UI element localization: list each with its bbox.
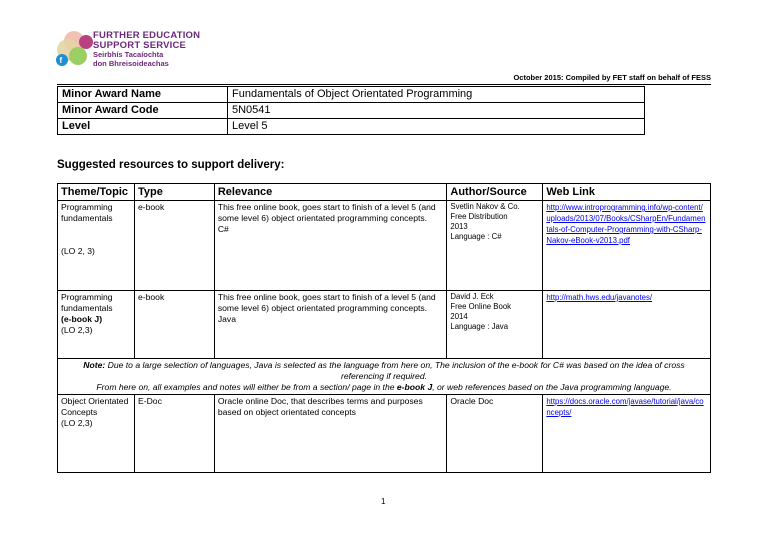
weblink-cell xyxy=(543,395,711,473)
award-name-label: Minor Award Name xyxy=(58,87,228,103)
author-cell xyxy=(447,201,543,291)
header-author: Author/Source xyxy=(447,184,543,201)
weblink-3[interactable]: https://docs.oracle.com/javase/tutorial/java/concepts/ xyxy=(546,397,704,417)
type-cell: E-Doc xyxy=(134,395,214,473)
table-row xyxy=(58,395,711,473)
logo-line-1: FURTHER EDUCATION xyxy=(93,30,201,41)
header-relevance: Relevance xyxy=(214,184,447,201)
table-row xyxy=(58,119,645,135)
note-cell xyxy=(58,359,711,395)
header-weblink: Web Link xyxy=(543,184,711,201)
table-row xyxy=(58,103,645,119)
relevance-text: This free online book, goes start to finish of a level 5 (and some level 6) object orientated programming concepts. xyxy=(217,292,436,313)
relevance-lang: C# xyxy=(217,224,229,234)
note-text-2: From here on, all examples and notes will either be from a section/ page in the xyxy=(96,382,395,392)
note-text-3: , or web references based on the Java programming language. xyxy=(432,382,672,392)
author-lang: Language : Java xyxy=(450,322,509,331)
table-row xyxy=(58,291,711,359)
weblink-cell xyxy=(543,201,711,291)
theme-cell xyxy=(58,395,135,473)
logo-letter: f xyxy=(59,56,63,65)
author-year: 2013 xyxy=(450,222,468,231)
header-type: Type xyxy=(134,184,214,201)
theme-text: Programming fundamentals xyxy=(61,202,113,223)
table-header-row xyxy=(58,184,711,201)
relevance-text: This free online book, goes start to finish of a level 5 (and some level 6) object orientated programming concepts. xyxy=(217,202,436,223)
relevance-cell xyxy=(214,291,447,359)
theme-ebook: (e-book J) xyxy=(61,314,103,324)
table-row xyxy=(58,201,711,291)
weblink-2[interactable]: http://math.hws.edu/javanotes/ xyxy=(546,293,653,302)
award-name-value: Fundamentals of Object Orientated Programming xyxy=(228,87,645,103)
theme-lo: (LO 2,3) xyxy=(61,325,93,335)
theme-text: Object Orientated Concepts xyxy=(61,396,129,417)
logo-line-2: SUPPORT SERVICE xyxy=(93,39,187,51)
note-ebook: e-book J xyxy=(396,382,433,392)
award-code-value: 5N0541 xyxy=(228,103,645,119)
award-table xyxy=(57,86,645,135)
theme-cell xyxy=(58,291,135,359)
page-number: 1 xyxy=(381,497,386,506)
note-label: Note: xyxy=(83,360,106,370)
note-row xyxy=(58,359,711,395)
note-text-1: Due to a large selection of languages, Java is selected as the language from here on, The inclusion of the e-book for C# was based on the idea of cross referencing if required. xyxy=(107,360,685,381)
resources-table xyxy=(57,183,711,473)
author-name: David J. Eck xyxy=(450,292,494,301)
header-theme: Theme/Topic xyxy=(58,184,135,201)
type-cell: e-book xyxy=(134,291,214,359)
award-level-value: Level 5 xyxy=(228,119,645,135)
suggested-heading: Suggested resources to support delivery: xyxy=(57,159,285,171)
header-note: October 2015: Compiled by FET staff on behalf of FESS xyxy=(513,73,711,82)
table-row xyxy=(58,87,645,103)
relevance-lang: Java xyxy=(217,314,236,324)
theme-lo: (LO 2, 3) xyxy=(61,246,95,256)
relevance-cell: Oracle online Doc, that describes terms and purposes based on object orientated concepts xyxy=(214,395,447,473)
theme-cell xyxy=(58,201,135,291)
logo-line-4: don Bhreisoideachas xyxy=(93,58,169,68)
author-dist: Free Online Book xyxy=(450,302,512,311)
author-dist: Free Distribution xyxy=(450,212,508,221)
logo-text xyxy=(93,31,200,67)
spacer xyxy=(61,224,131,246)
weblink-cell xyxy=(543,291,711,359)
award-code-label: Minor Award Code xyxy=(58,103,228,119)
author-name: Svetlin Nakov & Co. xyxy=(450,202,520,211)
author-cell: Oracle Doc xyxy=(447,395,543,473)
award-level-label: Level xyxy=(58,119,228,135)
weblink-1[interactable]: http://www.introprogramming.info/wp-content/uploads/2013/07/Books/CSharpEn/Fundamentals-of-Computer-Programming-with-CSharp-Nakov-eBook-v2013.pdf xyxy=(546,203,706,245)
author-lang: Language : C# xyxy=(450,232,502,241)
theme-text: Programming fundamentals xyxy=(61,292,113,313)
header-rule xyxy=(57,84,711,85)
relevance-cell xyxy=(214,201,447,291)
logo-line-3: Seirbhís Tacaíochta xyxy=(93,50,164,59)
author-cell xyxy=(447,291,543,359)
author-year: 2014 xyxy=(450,312,468,321)
theme-lo: (LO 2,3) xyxy=(61,418,93,428)
type-cell: e-book xyxy=(134,201,214,291)
